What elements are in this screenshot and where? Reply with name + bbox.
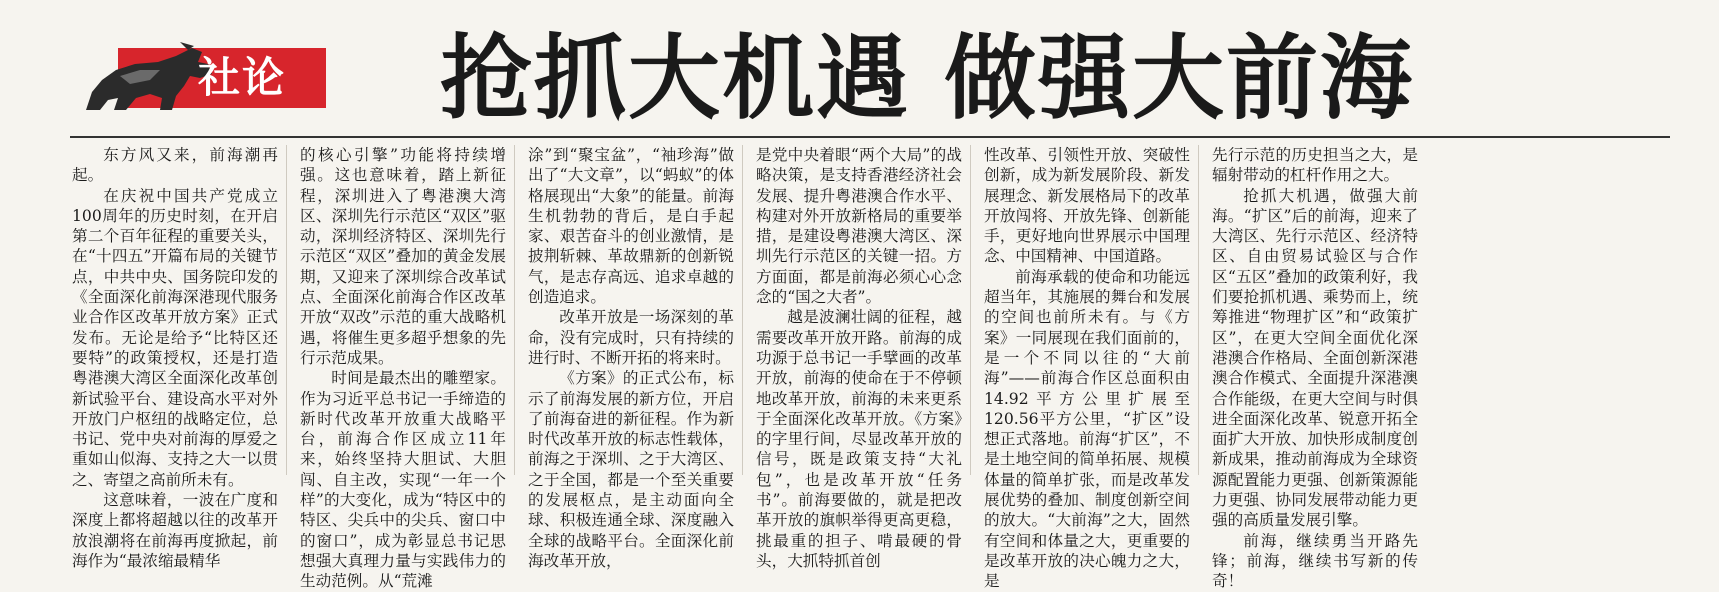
article-paragraph: 是党中央着眼“两个大局”的战略决策，是支持香港经济社会发展、提升粤港澳合作水平、构建对外开放新格局的重要举措，是建设粤港澳大湾区、深圳先行示范区的关键一招。方方面面，都是前海必须心心念念的“国之大者”。 [756,146,962,307]
article-paragraph: 这意味着，一波在广度和深度上都将超越以往的改革开放浪潮将在前海再度掀起，前海作为“最浓缩最精华 [72,491,278,570]
column-separator [286,145,287,475]
article-column-3 [528,145,734,571]
article-column-5 [984,145,1190,592]
column-separator [1198,145,1199,475]
headline: 抢抓大机遇 做强大前海 [440,24,1415,132]
article-paragraph: 《方案》的正式公布，标示了前海发展的新方位，开启了前海奋进的新征程。作为新时代改革开放的标志性载体，前海之于深圳、之于大湾区、之于全国，都是一个至关重要的发展枢点，是主动面向全球、积极连通全球、深度融入全球的战略平台。全面深化前海改革开放， [528,369,734,570]
column-separator [970,145,971,475]
section-label: 社论 [198,53,287,102]
article-paragraph: 前海承载的使命和功能远超当年，其施展的舞台和发展的空间也前所未有。与《方案》一同展现在我们面前的，是一个不同以往的“大前海”——前海合作区总面积由14.92平方公里扩展至120.56平方公里，“扩区”设想正式落地。前海“扩区”，不是土地空间的简单拓展、规模体量的简单扩张，而是改革发展优势的叠加、制度创新空间的放大。“大前海”之大，固然有空间和体量之大，更重要的是改革开放的决心魄力之大，是 [984,267,1190,591]
article-column-1 [72,145,278,571]
article-paragraph: 涂”到“聚宝盆”，“袖珍海”做出了“大文章”，以“蚂蚁”的体格展现出“大象”的能量。前海生机勃勃的背后，是白手起家、艰苦奋斗的创业激情，是披荆斩棘、革故鼎新的创新锐气，是志存高远、追求卓越的创造追求。 [528,146,734,307]
article-paragraph: 越是波澜壮阔的征程，越需要改革开放开路。前海的成功源于总书记一手擘画的改革开放，前海的使命在于不停顿地改革开放，前海的未来更系于全面深化改革开放。《方案》的字里行间，尽显改革开放的信号，既是政策支持“大礼包”，也是改革开放“任务书”。前海要做的，就是把改革开放的旗帜举得更高更稳，挑最重的担子、啃最硬的骨头，大抓特抓首创 [756,308,962,570]
article-column-4 [756,145,962,571]
article-paragraph: 的核心引擎”功能将持续增强。这也意味着，踏上新征程，深圳进入了粤港澳大湾区、深圳先行示范区“双区”驱动，深圳经济特区、深圳先行示范区“双区”叠加的黄金发展期，又迎来了深圳综合改革试点、全面深化前海合作区改革开放“双改”示范的重大战略机遇，将催生更多超乎想象的先行示范成果。 [300,146,506,367]
article-paragraph: 时间是最杰出的雕塑家。作为习近平总书记一手缔造的新时代改革开放重大战略平台，前海合作区成立11年来，始终坚持大胆试、大胆闯、自主改，实现“一年一个样”的大变化，成为“特区中的特区、尖兵中的尖兵、窗口中的窗口”，成为彰显总书记思想强大真理力量与实践伟力的生动范例。从“荒滩 [300,369,506,591]
top-rule [70,136,1670,138]
column-separator [742,145,743,475]
article-column-2 [300,145,506,592]
article-paragraph: 改革开放是一场深刻的革命，没有完成时，只有持续的进行时、不断开拓的将来时。 [528,308,734,367]
article-column-6 [1212,145,1418,592]
article-paragraph: 前海，继续勇当开路先锋；前海，继续书写新的传奇！ [1212,531,1418,591]
article-paragraph: 先行示范的历史担当之大，是辐射带动的杠杆作用之大。 [1212,146,1418,185]
article-paragraph: 性改革、引领性开放、突破性创新，成为新发展阶段、新发展理念、新发展格局下的改革开放闯将、开放先锋、创新能手，更好地向世界展示中国理念、中国精神、中国道路。 [984,146,1190,266]
article-paragraph: 抢抓大机遇，做强大前海。“扩区”后的前海，迎来了大湾区、先行示范区、经济特区、自由贸易试验区与合作区“五区”叠加的政策利好，我们要抢抓机遇、乘势而上，统筹推进“物理扩区”和“政策扩区”，在更大空间全面优化深港澳合作格局、全面创新深港澳合作模式、全面提升深港澳合作能级，在更大空间与时俱进全面深化改革、锐意开拓全面扩大开放、加快形成制度创新成果，推动前海成为全球资源配置能力更强、创新策源能力更强、协同发展带动能力更强的高质量发展引擎。 [1212,186,1418,530]
article-paragraph: 东方风又来，前海潮再起。 [72,146,278,185]
column-separator [514,145,515,475]
article-paragraph: 在庆祝中国共产党成立100周年的历史时刻，在开启第二个百年征程的重要关头，在“十四五”开篇布局的关键节点，中共中央、国务院印发的《全面深化前海深港现代服务业合作区改革开放方案》正式发布。无论是给予“比特区还要特”的政策授权，还是打造粤港澳大湾区全面深化改革创新试验平台、建设高水平对外开放门户枢纽的战略定位，总书记、党中央对前海的厚爱之重如山似海、支持之大一以贯之、寄望之高前所未有。 [72,186,278,489]
editorial-badge [80,40,328,115]
